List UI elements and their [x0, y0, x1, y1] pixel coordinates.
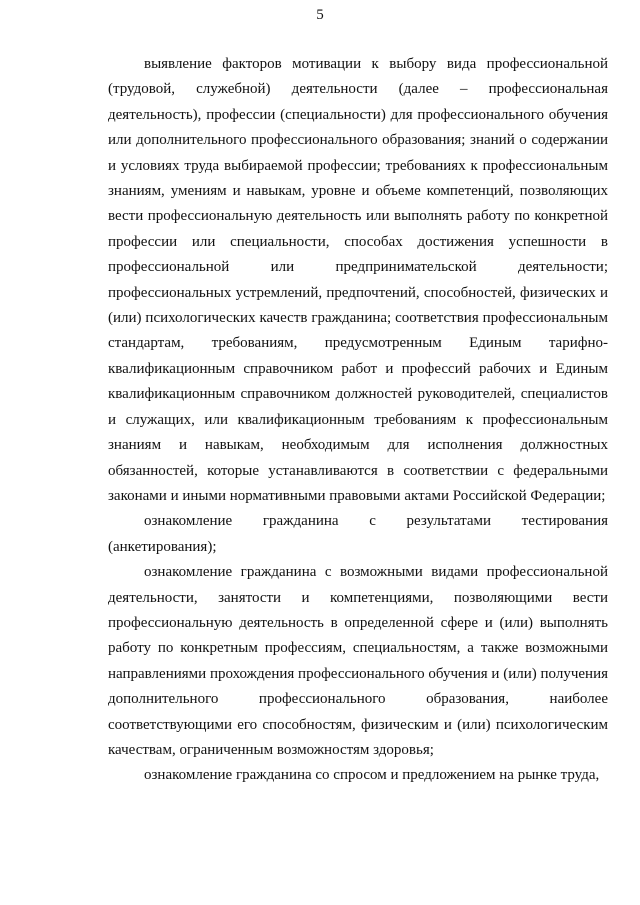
page-number: 5 — [316, 7, 324, 23]
paragraph-labor-market: ознакомление гражданина со спросом и предложением на рынке труда, — [144, 767, 600, 784]
paragraph-motivation-factors: выявление факторов мотивации к выбору вида профессиональной (трудовой, служебной) деятельности (далее – профессиональная деятельность), профессии (специальности) для профессионального обучения или дополнительного профессионального образования; знаний о содержании и условиях труда выбираемой профессии; требованиях к профессиональным знаниям, умениям и навыкам, уровне и объеме компетенций, позволяющих вести профессиональную деятельность или выполнять работу по конкретной профессии или специальности, способах достижения успешности в профессиональной или предпринимательской деятельности; профессиональных устремлений, предпочтений, способностей, физических и (или) психологических качеств гражданина; соответствия профессиональным стандартам, требованиям, предусмотренным Единым тарифно-квалификационным справочником работ и профессий рабочих и Единым квалификационным справочником должностей руководителей, специалистов и служащих, или квалификационным требованиям к профессиональным знаниям и навыкам, необходимым для исполнения должностных обязанностей, которые устанавливаются в соответствии с федеральными законами и иными нормативными правовыми актами Российской Федерации; — [108, 56, 608, 504]
paragraph-test-results: ознакомление гражданина с результатами тестирования (анкетирования); — [108, 513, 608, 555]
paragraph-activity-types: ознакомление гражданина с возможными видами профессиональной деятельности, занятости и компетенциями, позволяющими вести профессиональную деятельность в определенной сфере и (или) выполнять работу по конкретным профессиям, специальностям, а также возможными направлениями прохождения профессионального обучения и (или) получения дополнительного профессионального образования, наиболее соответствующими его способностям, физическим и (или) психологическим качествам, ограниченным возможностям здоровья; — [108, 564, 608, 758]
body-text — [108, 52, 608, 789]
